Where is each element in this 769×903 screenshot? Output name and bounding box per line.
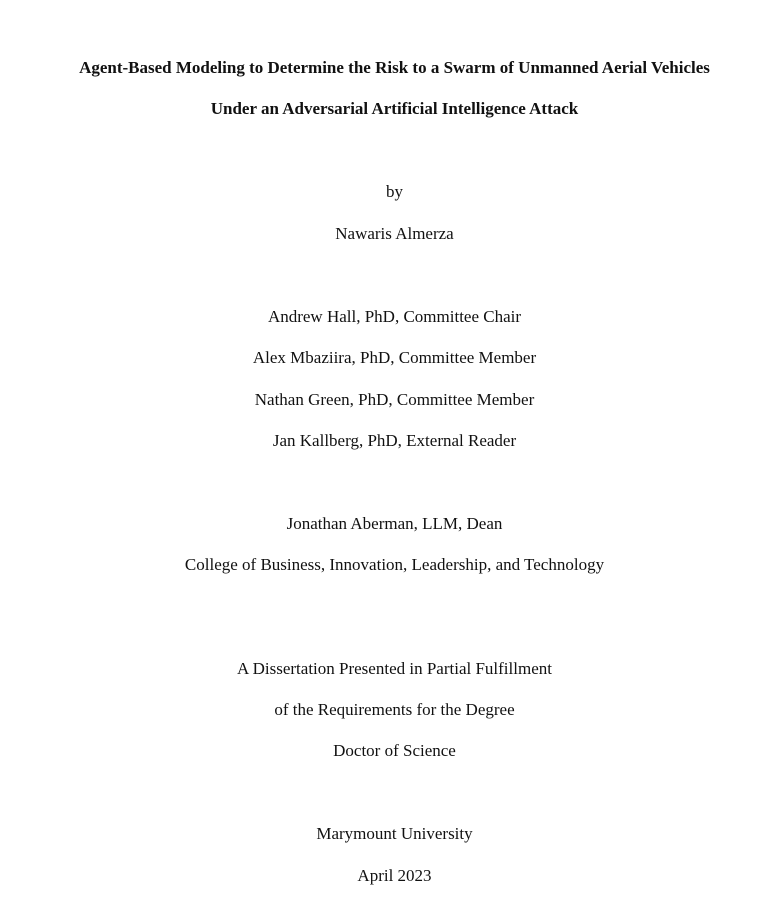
author-name: Nawaris Almerza (335, 224, 454, 243)
dissertation-title-line-2: Under an Adversarial Artificial Intelligence Attack (210, 99, 579, 118)
degree-name: Doctor of Science (333, 741, 456, 760)
submission-date: April 2023 (357, 866, 432, 885)
university-name: Marymount University (316, 824, 473, 843)
degree-statement-line-1: A Dissertation Presented in Partial Fulfillment (237, 659, 552, 678)
committee-member-2: Nathan Green, PhD, Committee Member (254, 390, 535, 409)
committee-member-1: Alex Mbaziira, PhD, Committee Member (252, 348, 537, 367)
degree-statement-line-2: of the Requirements for the Degree (274, 700, 515, 719)
by-label: by (386, 182, 403, 201)
dean-name: Jonathan Aberman, LLM, Dean (286, 514, 503, 533)
dissertation-title-line-1: Agent-Based Modeling to Determine the Risk to a Swarm of Unmanned Aerial Vehicles (79, 58, 710, 77)
committee-chair: Andrew Hall, PhD, Committee Chair (267, 307, 522, 326)
college-name: College of Business, Innovation, Leadership, and Technology (184, 555, 605, 574)
external-reader: Jan Kallberg, PhD, External Reader (272, 431, 517, 450)
